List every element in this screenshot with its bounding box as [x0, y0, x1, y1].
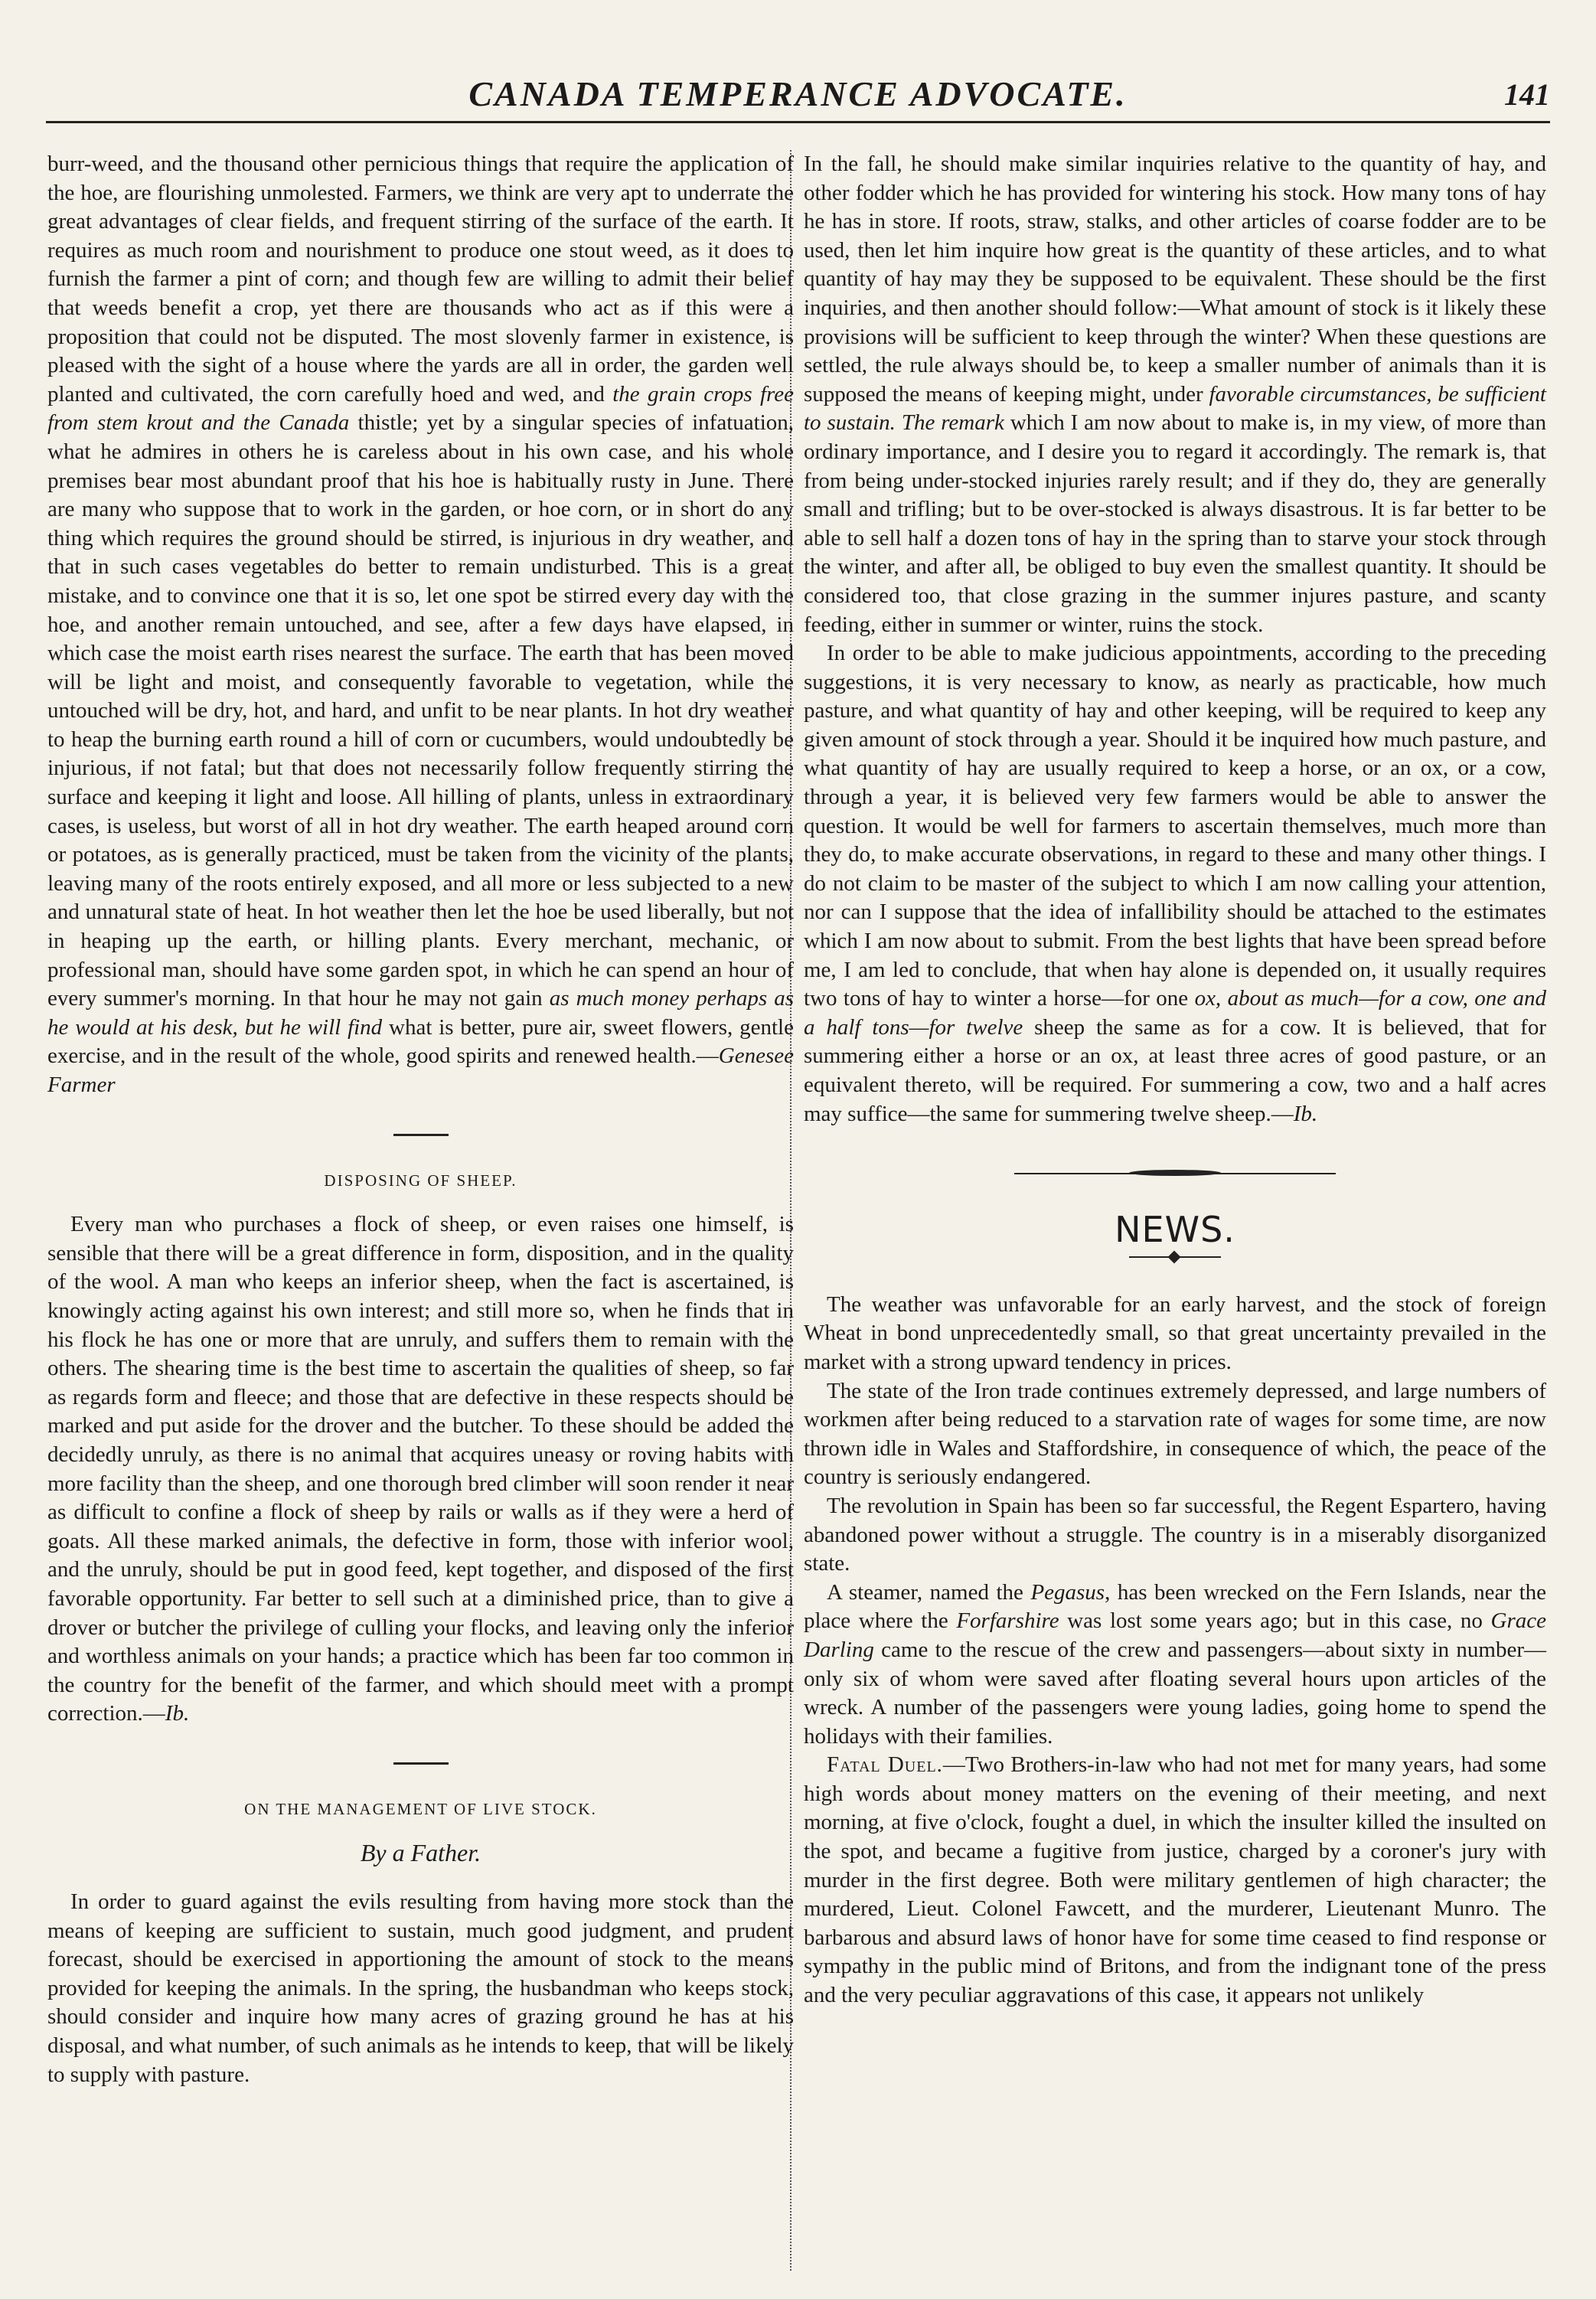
- text-run: , has been wrecked on the Fern Islands, near the place where the: [804, 1579, 1547, 1634]
- ship-name: Pegasus: [1030, 1579, 1105, 1605]
- article-live-stock-paragraph: In order to guard against the evils resulting from having more stock than the means of keeping are sufficient to sustain, much good judgment, and prudent forecast, should be exercised in apportioning the amount of stock to the means provided for keeping the animals. In the spring, the husbandman who keeps stock, should consider and inquire how many acres of grazing ground he has at his disposal, and what number, of such animals as he intends to keep, that will be likely to supply with pasture.: [47, 1889, 794, 2087]
- article-byline: By a Father.: [360, 1839, 481, 1867]
- text-run: In order to be able to make judicious appointments, according to the preceding suggestions, it is very necessary to know, as nearly as practicable, how much pasture, and what quantity of hay and other keeping, will be required to keep any given amount of stock through a year. Should it be inquired how much pasture, and what quantity of hay are usually required to keep a horse, or an ox, or a cow, through a year, it is believed very few farmers would be able to answer the question. It would be well for farmers to ascertain themselves, much more than they do, to make accurate observations, in regard to these and many other things. I do not claim to be master of the subject to which I am now calling your attention, nor can I suppose that the idea of infallibility should be attached to the estimates which I am now about to submit. From the best lights that have been spread before me, I am led to conclude, that when hay alone is depended on, it usually requires two tons of hay to winter a horse—for one: [804, 641, 1546, 1011]
- news-item-spain: The revolution in Spain has been so far successful, the Regent Espartero, having abandoned power without a struggle. The country is in a miserably disorganized state.: [804, 1493, 1546, 1576]
- text-run: burr-weed, and the thousand other pernicious things that require the application of the hoe, are flourishing unmolested. Farmers, we think are very apt to underrate the great advantages of clear fields, and frequent stirring of the surface of the earth. It requires as much room and nourishment to produce one stout weed, as it does to furnish the farmer a pint of corn; and though few are willing to admit their belief that weeds benefit a crop, yet there are thousands who act as if this were a proposition that could not be disputed. The most slovenly farmer in existence, is pleased with the sight of a house where the yards are all in order, the garden well planted and cultivated, the corn carefully hoed and wed, and: [47, 152, 794, 407]
- article-gardening-paragraph: [47, 150, 794, 1100]
- news-item-iron-trade: The state of the Iron trade continues extremely depressed, and large numbers of workmen after being reduced to a starvation rate of wages for some time, are now thrown idle in Wales and Staffordshire, in consequence of which, the peace of the country is seriously endangered.: [804, 1378, 1546, 1490]
- article-sheep-paragraph: [47, 1210, 794, 1729]
- text-run: In the fall, he should make similar inquiries relative to the quantity of hay, and other fodder which he has provided for wintering his stock. How many tons of hay he has in store. If roots, straw, stalks, and other articles of coarse fodder are to be used, then let him inquire how great is the quantity of these articles, and to what quantity of hay may they be supposed to be equivalent. These should be the first inquiries, and then another should follow:—What amount of stock is it likely these provisions will be sufficient to keep through the winter? When these questions are settled, the rule always should be, to keep a smaller number of animals than it is supposed the means of keeping might, under: [804, 152, 1546, 407]
- article-source: Ib.: [1293, 1101, 1318, 1126]
- news-item-lead: Fatal Duel.: [827, 1752, 943, 1778]
- page-header: [46, 67, 1550, 123]
- italic-text-run: the grain crops free from stem krout and the Canada: [47, 381, 794, 436]
- left-column: [47, 150, 794, 2089]
- news-item-steamer: [804, 1579, 1546, 1752]
- person-name: Grace Darling: [804, 1608, 1546, 1662]
- ornamental-divider: [1014, 1168, 1336, 1179]
- italic-text-run: ox, about as much—for a cow, one and a half tons—for twelve: [804, 986, 1547, 1040]
- text-run: A steamer, named the: [827, 1579, 1031, 1605]
- text-run: thistle; yet by a singular species of infatuation, what he admires in others he is careless about in his own case, and his whole premises bear most abundant proof that his hoe is habitually rusty in June. There are many who suppose that to work in the garden, or hoe corn, or in short do any thing which requires the ground should be stirred, is injurious in dry weather, and that in such cases vegetables do better to remain undisturbed. This is a great mistake, and to convince one that it is so, let one spot be stirred every day with the hoe, and another remain untouched, and see, after a few days have elapsed, in which case the moist earth rises nearest the surface. The earth that has been moved will be light and moist, and consequently favorable to vegetation, while the untouched will be dry, hot, and hard, and unfit to be near plants. In hot dry weather to heap the burning earth round a hill of corn or cucumbers, would undoubtedly be injurious, if not fatal; but that does not necessarily follow frequently stirring the surface and keeping it light and loose. All hilling of plants, unless in extraordinary cases, is useless, but worst of all in hot dry weather. The earth heaped around corn or potatoes, as is generally practiced, must be taken from the vicinity of the plants, leaving many of the roots entirely exposed, and all more or less subjected to a new and unnatural state of heat. In hot weather then let the hoe be used liberally, but not in heaping up the earth, or hilling plants. Every merchant, mechanic, or professional man, should have some garden spot, in which he can spend an hour of every summer's morning. In that hour he may not gain: [47, 410, 795, 1011]
- text-run: Every man who purchases a flock of sheep, or even raises one himself, is sensible that there will be a great difference in form, disposition, and in the quality of the wool. A man who keeps an inferior sheep, when the fact is ascertained, is knowingly acting against his own interest; and still more so, when he finds that in his flock he has one or more that are unruly, and suffers them to remain with the others. The shearing time is the best time to ascertain the qualities of sheep, so far as regards form and fleece; and those that are defective in these respects should be marked and put aside for the drover and the butcher. To these should be added the decidedly unruly, as there is no animal that acquires uneasy or roving habits with more facility than the sheep, and one thorough bred climber will soon render it near as difficult to confine a flock of sheep by rails or walls as if they were a herd of goats. All these marked animals, the defective in form, those with inferior wool, and the unruly, should be put in good feed, kept together, and disposed of the first favorable opportunity. Far better to sell such at a diminished price, than to give a drover or butcher the privilege of culling your flocks, and leaving only the inferior and worthless animals on your hands; a practice which has been far too common in the country for the benefit of the farmer, and which should meet with a prompt correction.—: [47, 1212, 794, 1726]
- section-rule: [393, 1762, 449, 1765]
- article-title-live-stock: ON THE MANAGEMENT OF LIVE STOCK.: [244, 1799, 597, 1818]
- news-item-harvest: The weather was unfavorable for an early harvest, and the stock of foreign Wheat in bond unprecedentedly small, so that great uncertainty prevailed in the market with a strong upward tendency in prices.: [804, 1292, 1546, 1374]
- ship-name: Forfarshire: [956, 1608, 1059, 1634]
- news-item-duel: [804, 1751, 1546, 2010]
- text-run: what is better, pure air, sweet flowers, gentle exercise, and in the result of the whole, good spirits and renewed health.—: [47, 1014, 794, 1069]
- news-rule: [1129, 1252, 1221, 1260]
- italic-text-run: as much money perhaps as he would at his desk, but he will find: [47, 986, 794, 1040]
- right-column: [804, 150, 1546, 2010]
- text-run: was lost some years ago; but in this case, no: [1059, 1608, 1491, 1634]
- italic-text-run: favorable circumstances, be sufficient to sustain. The remark: [804, 381, 1546, 436]
- text-run: came to the rescue of the crew and passengers—about sixty in number—only six of whom were saved after floating several hours upon articles of the wreck. A number of the passengers were young ladies, going home to spend the holidays with their families.: [804, 1637, 1546, 1749]
- page-number: 141: [1504, 77, 1550, 112]
- text-run: sheep the same as for a cow. It is believed, that for summering either a horse or an ox, at least three acres of good pasture, or an equivalent thereto, will be required. For summering a cow, two and a half acres may suffice—the same for summering twelve sheep.—: [804, 1014, 1546, 1126]
- article-source: Genesee Farmer: [47, 1043, 794, 1097]
- text-run: —Two Brothers-in-law who had not met for many years, had some high words about money matters on the evening of their meeting, and next morning, at five o'clock, fought a duel, in which the insulter killed the insulted on the spot, and became a fugitive from justice, charged by a coroner's jury with murder in the first degree. Both were military gentlemen of high character; the murdered, Lieut. Colonel Fawcett, and the murderer, Lieutenant Munro. The barbarous and absurd laws of honor have for some time ceased to find response or sympathy in the public mind of Britons, and from the indignant tone of the press and the very peculiar aggravations of this case, it appears not unlikely: [804, 1752, 1546, 2008]
- section-rule: [393, 1134, 449, 1136]
- news-heading: NEWS.: [1115, 1209, 1235, 1251]
- article-source: Ib.: [165, 1701, 190, 1726]
- article-title-sheep: DISPOSING OF SHEEP.: [324, 1171, 517, 1190]
- masthead-title: CANADA TEMPERANCE ADVOCATE.: [468, 74, 1128, 113]
- live-stock-paragraph-2: [804, 639, 1546, 1128]
- live-stock-continued-paragraph: [804, 150, 1546, 639]
- text-run: which I am now about to make is, in my view, of more than ordinary importance, and I desire you to regard it accordingly. The remark is, that from being under-stocked injuries rarely result; and if they do, they are generally small and trifling; but to be over-stocked is always disastrous. It is far better to be able to sell half a dozen tons of hay in the spring than to starve your stock through the winter, and after all, be obliged to buy even the smallest quantity. It should be considered too, that close grazing in the summer injures pasture, and scanty feeding, either in summer or winter, ruins the stock.: [804, 410, 1546, 637]
